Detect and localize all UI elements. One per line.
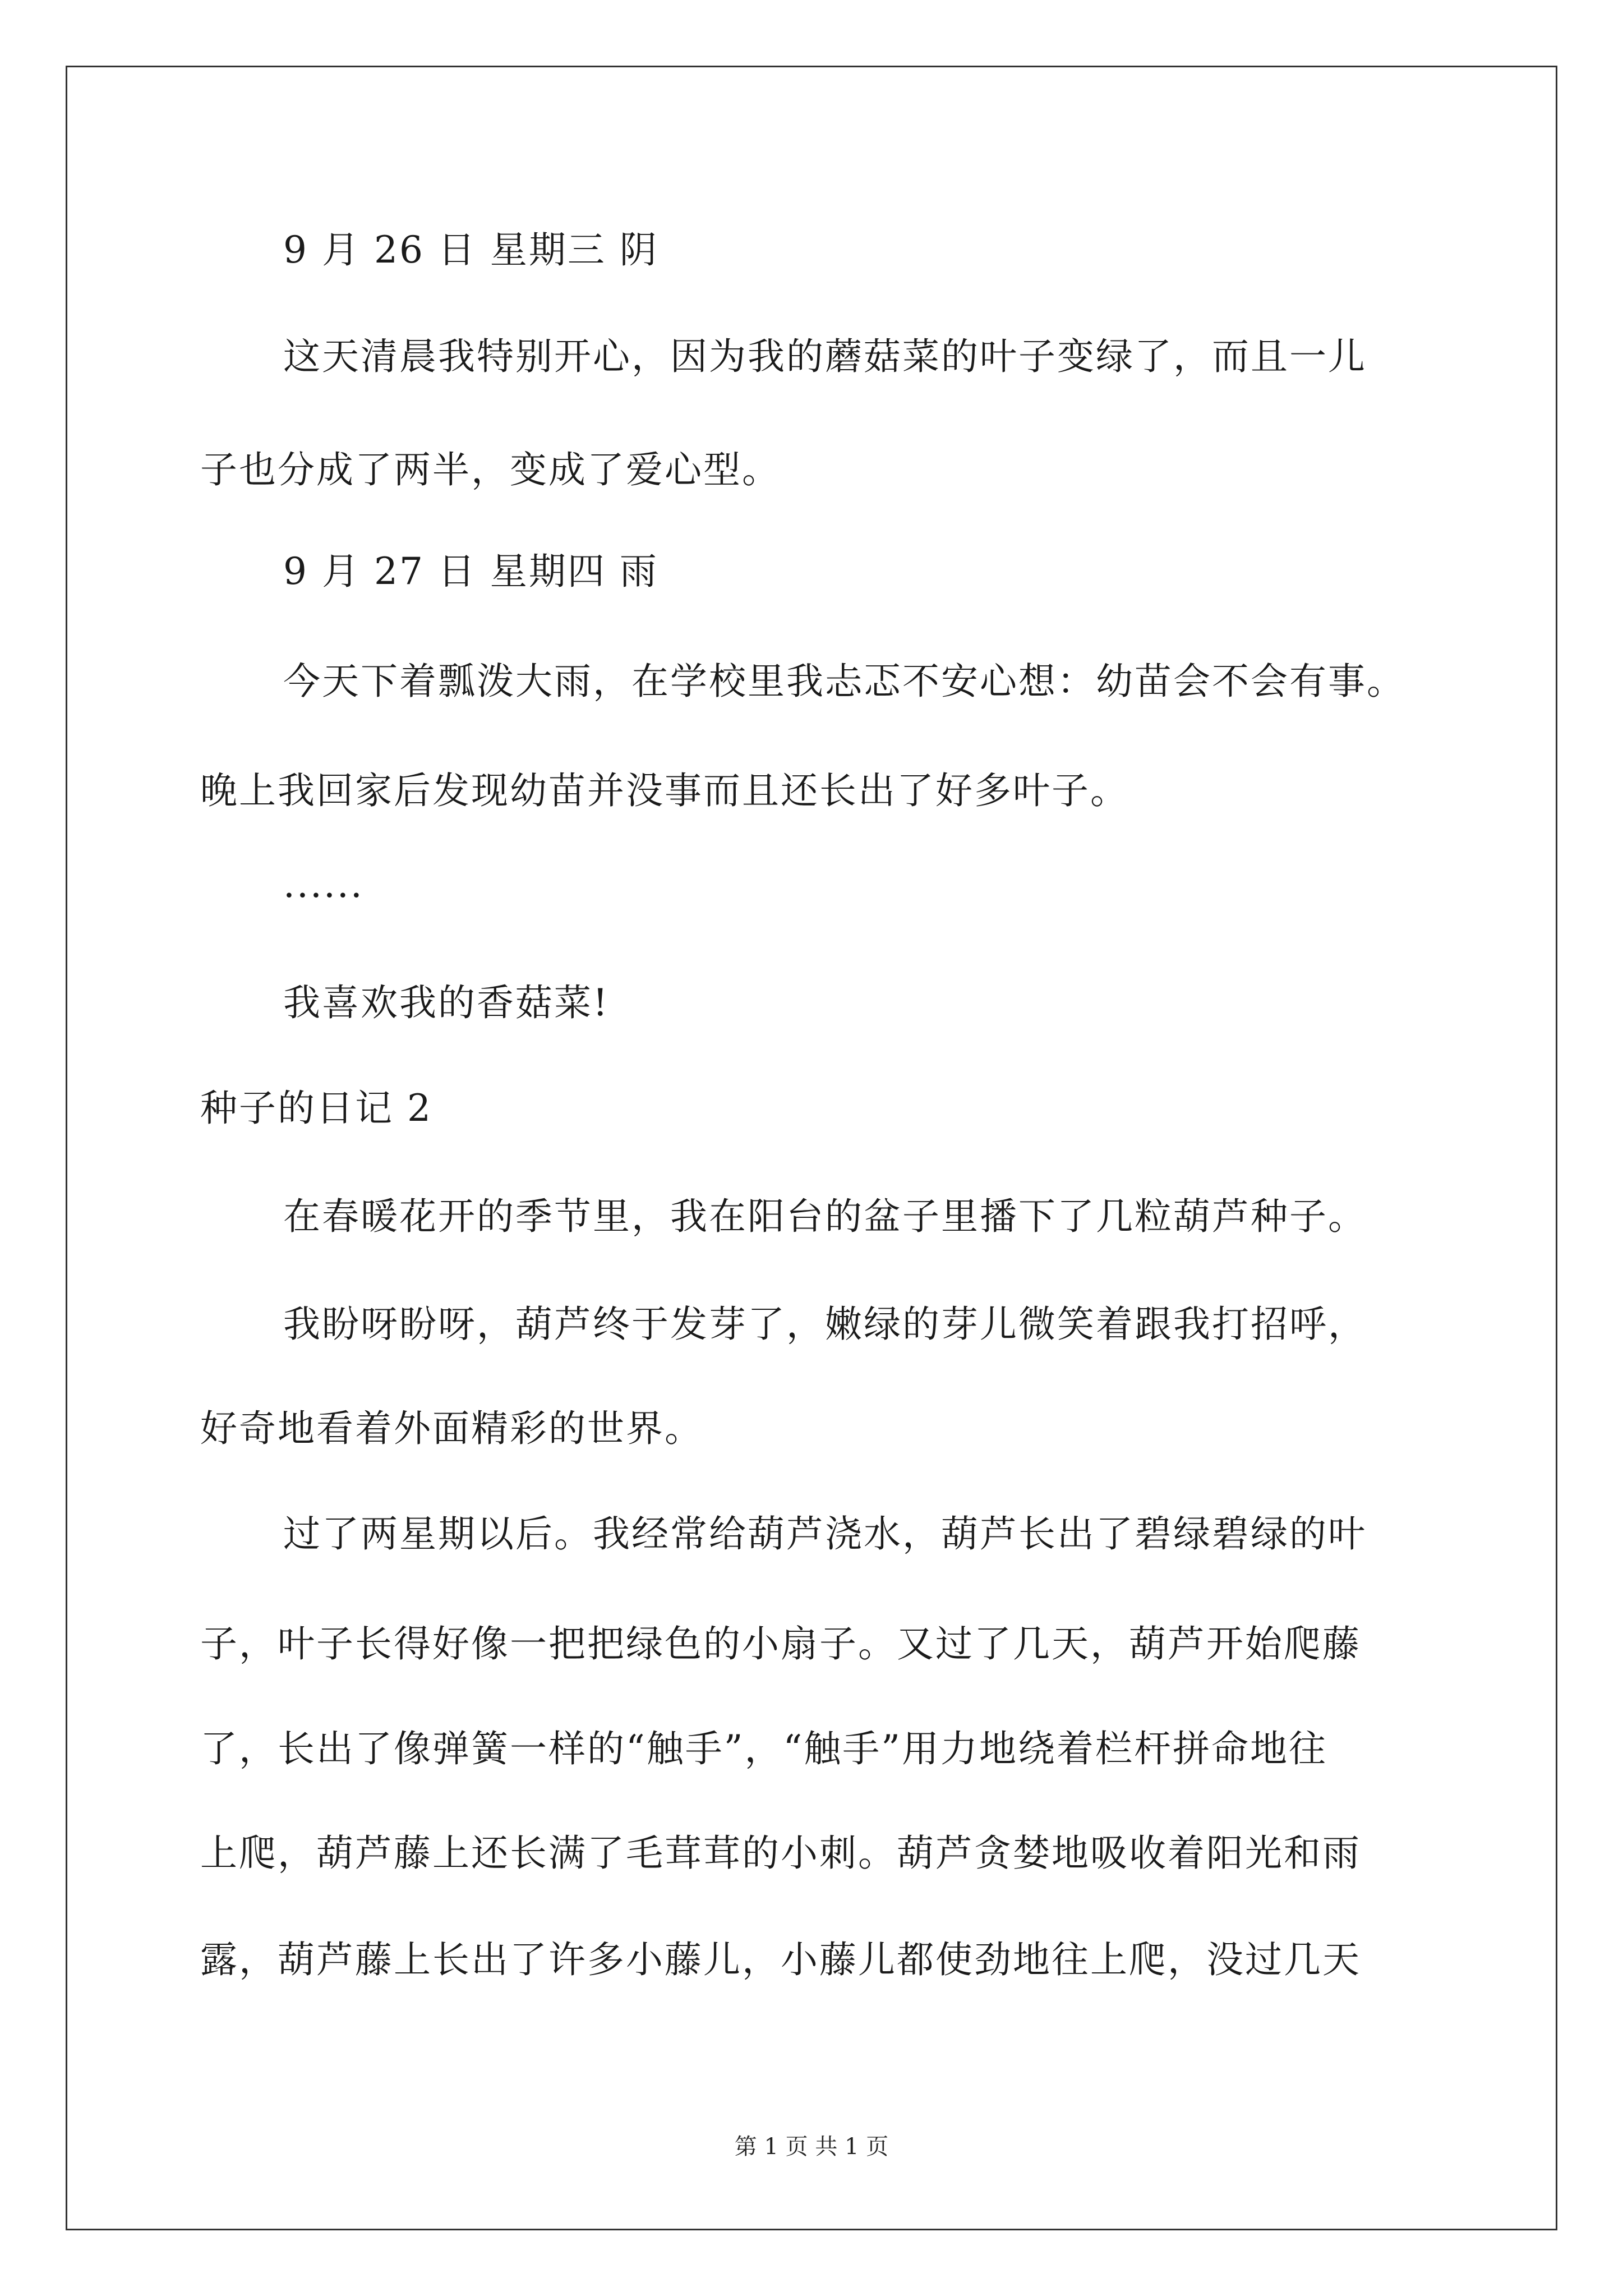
paragraph-line: 我盼呀盼呀，葫芦终于发芽了，嫩绿的芽儿微笑着跟我打招呼， — [283, 1303, 1367, 1346]
page-border — [66, 66, 1557, 2230]
paragraph-line: 过了两星期以后。我经常给葫芦浇水，葫芦长出了碧绿碧绿的叶 — [283, 1512, 1367, 1556]
paragraph-line: 在春暖花开的季节里，我在阳台的盆子里播下了几粒葫芦种子。 — [283, 1195, 1367, 1238]
ellipsis-line: ······ — [283, 874, 364, 917]
page-footer: 第 1 页 共 1 页 — [734, 2134, 889, 2160]
paragraph-line: 子也分成了两半，变成了爱心型。 — [200, 448, 781, 491]
paragraph-line: 好奇地看着外面精彩的世界。 — [200, 1407, 703, 1450]
paragraph-line: 上爬，葫芦藤上还长满了毛茸茸的小刺。葫芦贪婪地吸收着阳光和雨 — [200, 1832, 1361, 1875]
diary-date-line: 9 月 26 日 星期三 阴 — [283, 228, 658, 272]
paragraph-line: 子，叶子长得好像一把把绿色的小扇子。又过了几天，葫芦开始爬藤 — [200, 1622, 1361, 1665]
diary-date-line: 9 月 27 日 星期四 雨 — [283, 550, 658, 593]
paragraph-line: 晚上我回家后发现幼苗并没事而且还长出了好多叶子。 — [200, 769, 1129, 812]
paragraph-line: 今天下着瓢泼大雨，在学校里我忐忑不安心想：幼苗会不会有事。 — [283, 660, 1405, 703]
paragraph-line: 露，葫芦藤上长出了许多小藤儿，小藤儿都使劲地往上爬，没过几天 — [200, 1938, 1361, 1981]
paragraph-line: 我喜欢我的香菇菜! — [283, 981, 610, 1024]
paragraph-line: 了，长出了像弹簧一样的“触手”，“触手”用力地绕着栏杆拼命地往 — [200, 1727, 1327, 1770]
paragraph-line: 这天清晨我特别开心，因为我的蘑菇菜的叶子变绿了，而且一儿 — [283, 335, 1367, 378]
section-heading: 种子的日记 2 — [200, 1087, 432, 1130]
